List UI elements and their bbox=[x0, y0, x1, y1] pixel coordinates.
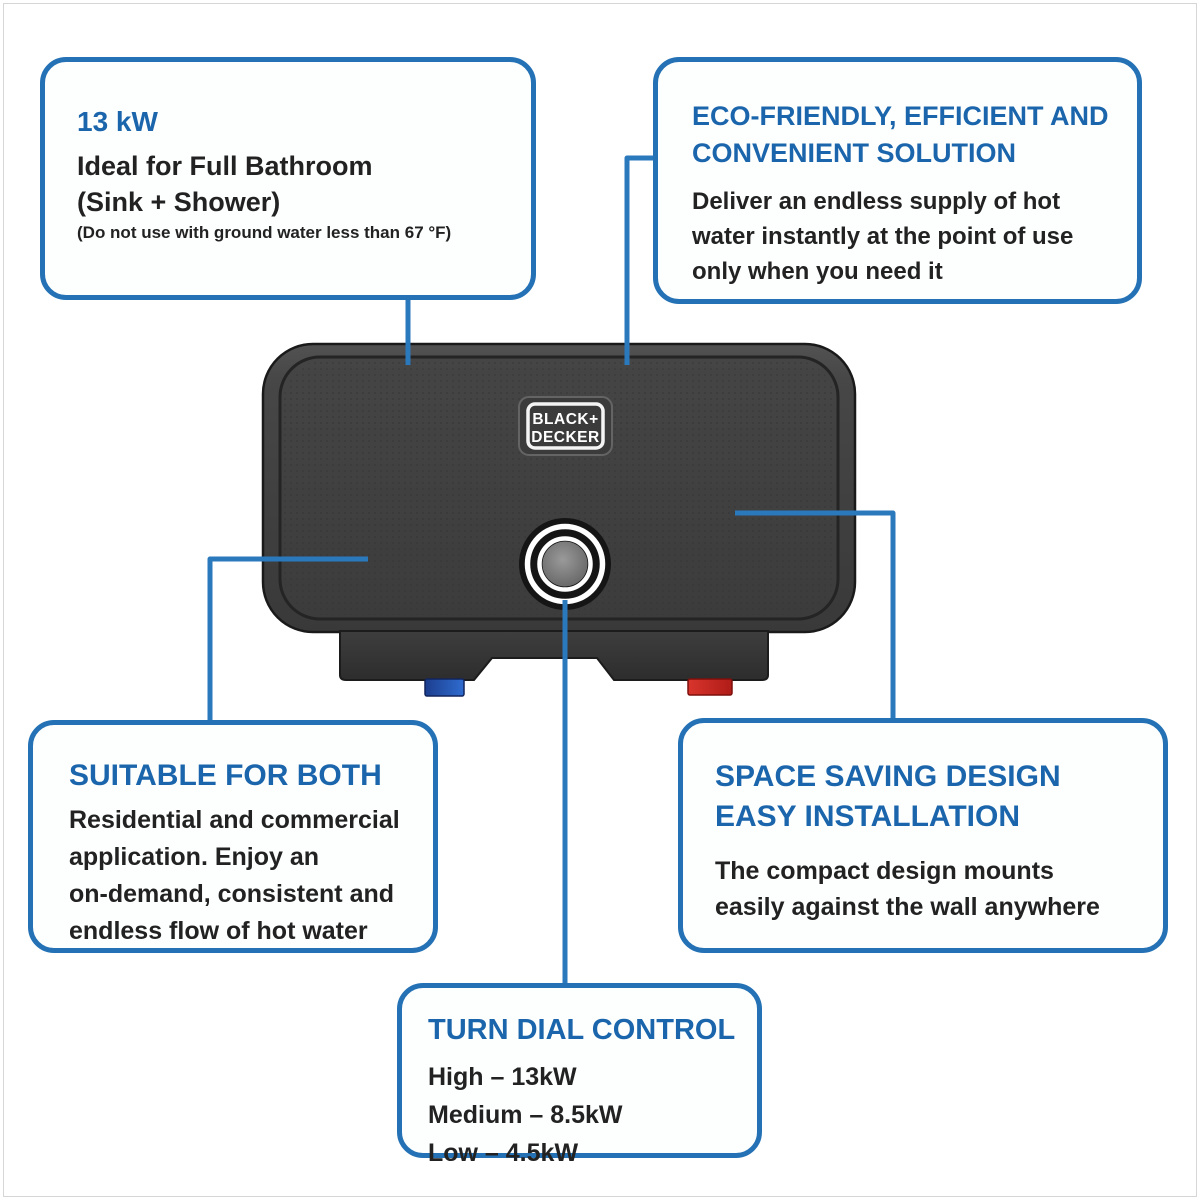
power-line2: (Sink + Shower) bbox=[77, 187, 281, 217]
suitable-title: SUITABLE FOR BOTH bbox=[69, 759, 382, 792]
suitable-body-line2: application. Enjoy an bbox=[69, 843, 320, 871]
callout-eco-friendly bbox=[653, 57, 1142, 304]
water-heater bbox=[263, 344, 855, 696]
space-body-line2: easily against the wall anywhere bbox=[715, 893, 1100, 921]
hot-water-outlet bbox=[688, 679, 732, 695]
power-note: (Do not use with ground water less than 67 °F) bbox=[77, 223, 452, 242]
dial-knob[interactable] bbox=[543, 542, 588, 587]
brand-badge bbox=[519, 397, 612, 455]
suitable-body-line4: endless flow of hot water bbox=[69, 917, 368, 945]
dial-body-line1: High – 13kW bbox=[428, 1063, 577, 1091]
dial-title: TURN DIAL CONTROL bbox=[428, 1014, 736, 1046]
eco-body-line2: water instantly at the point of use bbox=[692, 223, 1074, 250]
cold-water-inlet bbox=[425, 679, 464, 696]
space-title-line1: SPACE SAVING DESIGN bbox=[715, 760, 1061, 793]
brand-text-line1: BLACK+ bbox=[532, 411, 599, 428]
heater-base bbox=[340, 631, 768, 680]
dial-body-line2: Medium – 8.5kW bbox=[428, 1101, 623, 1129]
space-title-line2: EASY INSTALLATION bbox=[715, 800, 1021, 833]
connector-eco bbox=[627, 158, 655, 365]
power-title: 13 kW bbox=[77, 106, 158, 137]
callout-turn-dial-control bbox=[397, 983, 762, 1167]
callout-space-saving bbox=[678, 718, 1168, 953]
eco-title-line2: CONVENIENT SOLUTION bbox=[692, 138, 1017, 168]
eco-body-line1: Deliver an endless supply of hot bbox=[692, 188, 1061, 215]
dial-body-line3: Low – 4.5kW bbox=[428, 1139, 579, 1167]
dial-indicator-mark bbox=[548, 589, 553, 594]
brand-text-line2: DECKER bbox=[531, 429, 600, 446]
space-body-line1: The compact design mounts bbox=[715, 857, 1054, 885]
eco-title-line1: ECO-FRIENDLY, EFFICIENT AND bbox=[692, 101, 1109, 131]
power-line1: Ideal for Full Bathroom bbox=[77, 151, 373, 181]
callout-power-rating bbox=[40, 57, 536, 300]
eco-body-line3: only when you need it bbox=[692, 258, 943, 285]
control-dial[interactable] bbox=[519, 518, 611, 610]
suitable-body-line3: on-demand, consistent and bbox=[69, 880, 395, 908]
callout-suitable-for-both bbox=[28, 720, 438, 953]
suitable-body-line1: Residential and commercial bbox=[69, 806, 400, 834]
